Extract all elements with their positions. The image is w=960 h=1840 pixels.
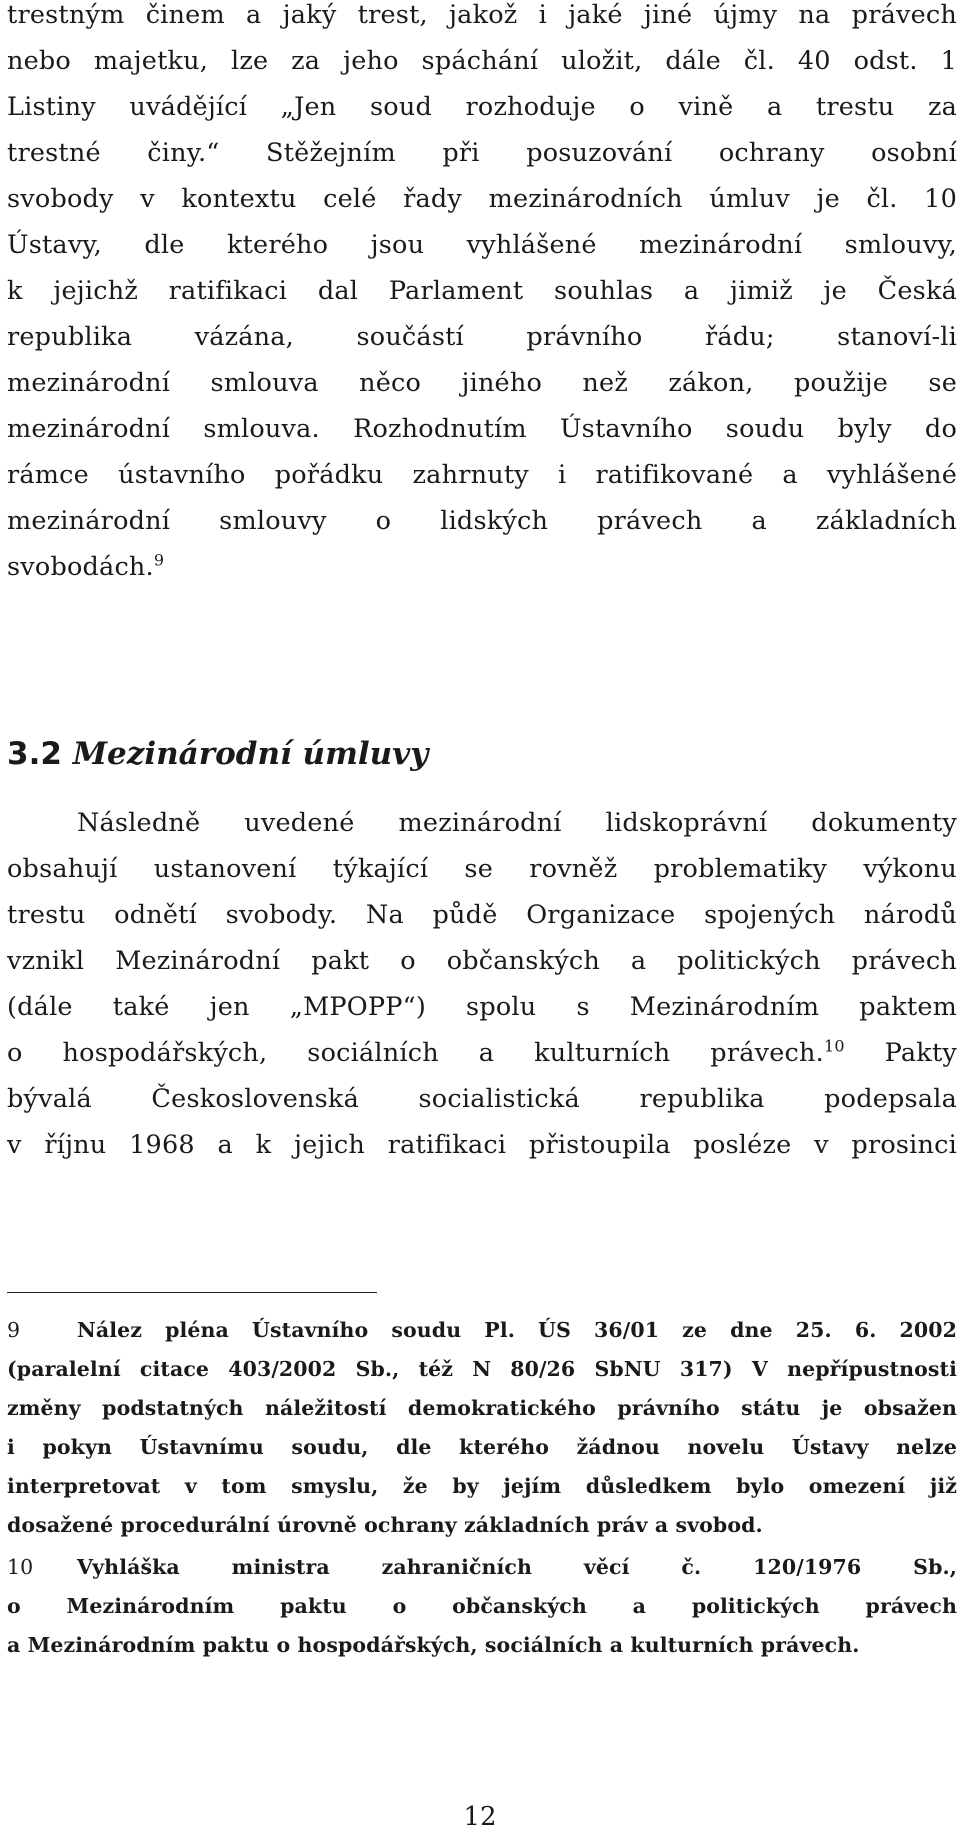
body-text-line: obsahují ustanovení týkající se rovněž problematiky výkonu bbox=[7, 854, 957, 884]
body-text-line: trestné činy.“ Stěžejním při posuzování ochrany osobní bbox=[7, 138, 957, 168]
body-text-line: Ústavy, dle kterého jsou vyhlášené mezinárodní smlouvy, bbox=[7, 230, 957, 260]
footnote-9-line: interpretovat v tom smyslu, že by jejím důsledkem bylo omezení již bbox=[7, 1474, 957, 1498]
footnote-9-line: (paralelní citace 403/2002 Sb., též N 80/26 SbNU 317) V nepřípustnosti bbox=[7, 1357, 957, 1381]
body-text-line: trestným činem a jaký trest, jakož i jaké jiné újmy na právech bbox=[7, 0, 957, 30]
body-text-line: mezinárodní smlouva. Rozhodnutím Ústavního soudu byly do bbox=[7, 414, 957, 444]
body-text-line: rámce ústavního pořádku zahrnuty i ratifikované a vyhlášené bbox=[7, 460, 957, 490]
body-text-line: mezinárodní smlouvy o lidských právech a základních bbox=[7, 506, 957, 536]
footnote-text: Vyhláška ministra zahraničních věcí č. 120/1976 Sb., bbox=[77, 1555, 957, 1579]
footnote-9-line: dosažené procedurální úrovně ochrany základních práv a svobod. bbox=[7, 1513, 763, 1537]
body-text-line: Listiny uvádějící „Jen soud rozhoduje o vině a trestu za bbox=[7, 92, 957, 122]
body-text-line: svobody v kontextu celé řady mezinárodních úmluv je čl. 10 bbox=[7, 184, 957, 214]
body-text-line: bývalá Československá socialistická republika podepsala bbox=[7, 1084, 957, 1114]
body-text-line: trestu odnětí svobody. Na půdě Organizace spojených národů bbox=[7, 900, 957, 930]
footnote-number: 9 bbox=[7, 1318, 21, 1342]
body-text-line bbox=[7, 1038, 957, 1068]
footnote-10-line bbox=[7, 1555, 957, 1579]
section-heading-title: Mezinárodní úmluvy bbox=[72, 736, 429, 772]
body-text-line: vznikl Mezinárodní pakt o občanských a politických právech bbox=[7, 946, 957, 976]
section-heading-number: 3.2 bbox=[7, 736, 62, 772]
footnote-separator bbox=[7, 1292, 377, 1293]
body-text-last-line bbox=[7, 552, 957, 582]
body-text-fragment: svobodách. bbox=[7, 552, 154, 582]
footnote-10-line: a Mezinárodním paktu o hospodářských, sociálních a kulturních právech. bbox=[7, 1633, 860, 1657]
body-text-line: v říjnu 1968 a k jejich ratifikaci přistoupila posléze v prosinci bbox=[7, 1130, 957, 1160]
body-text-line: k jejichž ratifikaci dal Parlament souhlas a jimiž je Česká bbox=[7, 276, 957, 306]
body-text-line: (dále také jen „MPOPP“) spolu s Mezinárodním paktem bbox=[7, 992, 957, 1022]
body-text-line: republika vázána, součástí právního řádu; stanoví-li bbox=[7, 322, 957, 352]
page-number: 12 bbox=[463, 1802, 497, 1832]
body-text-line: Následně uvedené mezinárodní lidskoprávní dokumenty bbox=[77, 808, 957, 838]
body-text-line: nebo majetku, lze za jeho spáchání uložit, dále čl. 40 odst. 1 bbox=[7, 46, 957, 76]
body-text-fragment: Pakty bbox=[844, 1038, 957, 1068]
footnote-9-line: změny podstatných náležitostí demokratického právního státu je obsažen bbox=[7, 1396, 957, 1420]
body-text-line: mezinárodní smlouva něco jiného než zákon, použije se bbox=[7, 368, 957, 398]
footnote-10-line: o Mezinárodním paktu o občanských a politických právech bbox=[7, 1594, 957, 1618]
footnote-9-line bbox=[7, 1318, 957, 1342]
footnote-reference[interactable]: 10 bbox=[823, 1036, 845, 1056]
section-heading bbox=[7, 736, 428, 772]
body-text-fragment: o hospodářských, sociálních a kulturních právech. bbox=[7, 1038, 824, 1068]
footnote-number: 10 bbox=[7, 1555, 34, 1579]
footnote-text: Nález pléna Ústavního soudu Pl. ÚS 36/01 ze dne 25. 6. 2002 bbox=[77, 1318, 957, 1342]
footnote-9-line: i pokyn Ústavnímu soudu, dle kterého žádnou novelu Ústavy nelze bbox=[7, 1435, 957, 1459]
footnote-reference[interactable]: 9 bbox=[153, 550, 165, 570]
